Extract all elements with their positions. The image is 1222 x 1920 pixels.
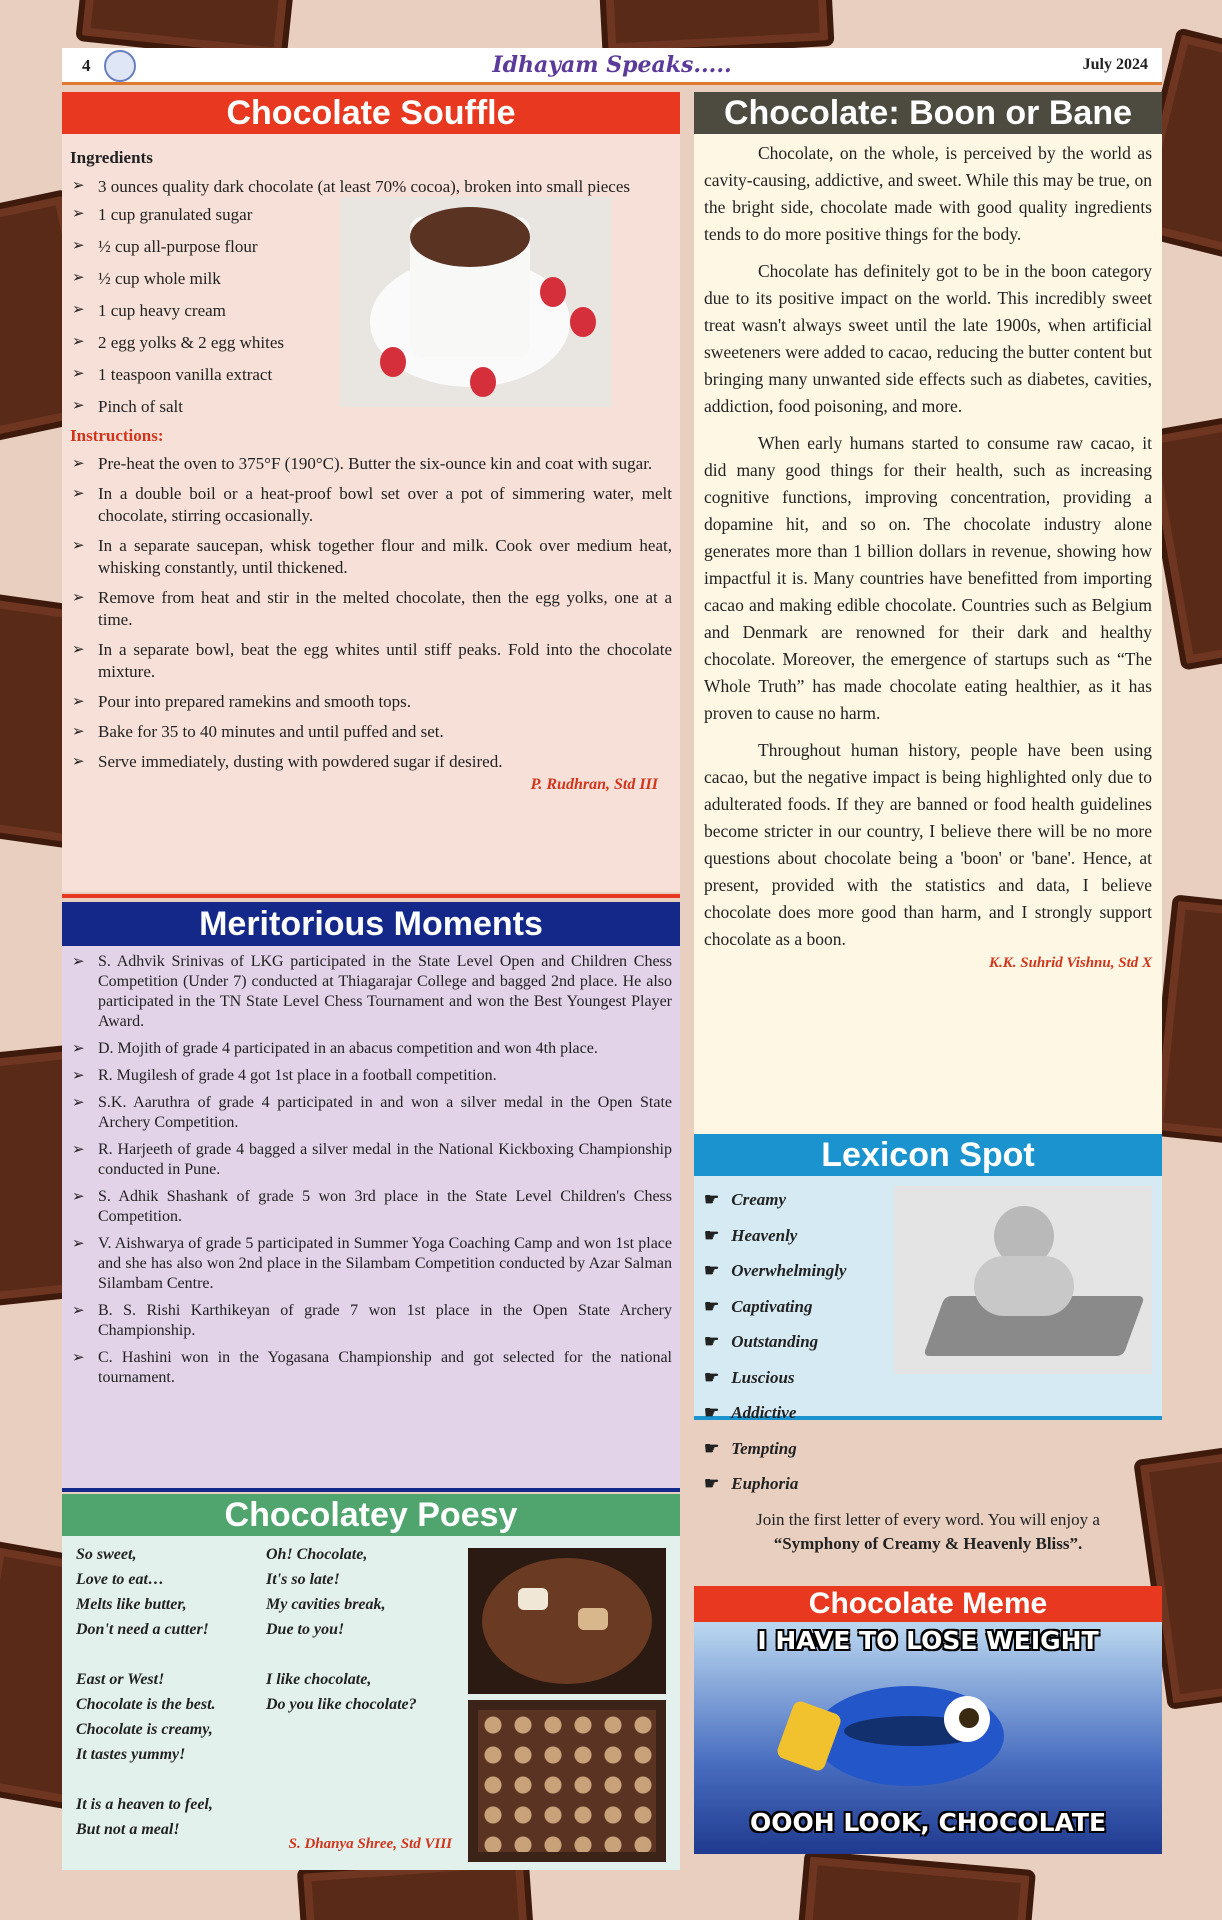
poem-line: Do you like chocolate? <box>266 1696 417 1713</box>
paragraph: When early humans started to consume raw cacao, it did many good things for their health, such as increasing cognitive functions, improving concentration, providing a dopamine hit, and so on. The chocolate industry alone generates more than 1 billion dollars in revenue, showing how impactful it is. Many countries have benefitted from importing cacao and making edible chocolate. Countries such as Belgium and Denmark are renowned for their dark and healthy chocolate. Moreover, the emergence of startups such as “The Whole Truth” has made chocolate eating healthier, as it has proven to cause no harm. <box>704 433 1152 723</box>
lexicon-hint <box>694 1508 1162 1556</box>
list-item: ➢ ½ cup all-purpose flour <box>70 235 310 258</box>
poem-line: Chocolate is creamy, <box>76 1721 213 1738</box>
pointing-hand-icon: ☛ <box>704 1403 720 1422</box>
poem-line: Due to you! <box>266 1621 345 1638</box>
list-item: ➢ 2 egg yolks & 2 egg whites <box>70 331 310 354</box>
poem-line: So sweet, <box>76 1546 137 1563</box>
boon-section <box>694 92 1162 1172</box>
lexicon-hint-text: Join the first letter of every word. You will enjoy a <box>756 1510 1100 1529</box>
poem-line: But not a meal! <box>76 1821 180 1838</box>
meme-title: Chocolate Meme <box>694 1586 1162 1622</box>
list-item: ➢ Pre-heat the oven to 375°F (190°C). Butter the six-ounce kin and coat with sugar. <box>70 453 672 475</box>
masthead-bar <box>62 48 1162 85</box>
poem-line: Chocolate is the best. <box>76 1696 216 1713</box>
meritorious-section <box>62 902 680 1492</box>
poem-line: It is a heaven to feel, <box>76 1796 213 1813</box>
pointing-hand-icon: ☛ <box>704 1438 720 1458</box>
lexicon-word: Luscious <box>731 1367 795 1387</box>
fish-illustration <box>814 1676 1024 1796</box>
page-number: 4 <box>82 56 91 75</box>
list-item: ➢ 1 cup heavy cream <box>70 299 310 322</box>
issue-date: July 2024 <box>1082 56 1148 73</box>
list-item: ➢ 1 teaspoon vanilla extract <box>70 363 310 386</box>
pointing-hand-icon: ☛ <box>704 1225 720 1245</box>
list-item: ➢ V. Aishwarya of grade 5 participated in Summer Yoga Coaching Camp and won 1st place and she has also won 2nd place in the Silambam Competition conducted by Azar Salman Silambam Centre. <box>70 1234 672 1294</box>
list-item: ➢ 1 cup granulated sugar <box>70 203 310 226</box>
poesy-title: Chocolatey Poesy <box>62 1494 680 1536</box>
ingredients-list-short <box>70 203 310 418</box>
achievements-list <box>62 946 680 1388</box>
lexicon-word: Outstanding <box>731 1332 819 1351</box>
pointing-hand-icon: ☛ <box>704 1296 720 1316</box>
poesy-section <box>62 1494 680 1870</box>
poem-line: My cavities break, <box>266 1596 386 1613</box>
poem-line: Love to eat… <box>76 1571 164 1588</box>
list-item: ➢ ½ cup whole milk <box>70 267 310 290</box>
list-item: ➢ S. Adhvik Srinivas of LKG participated in the State Level Open and Children Chess Competition (Under 7) conducted at Thiagarajar College and bagged 2nd place. He also participated in the TN State Level Chess Tournament and won the Best Youngest Player Award. <box>70 952 672 1032</box>
list-item: ➢ R. Mugilesh of grade 4 got 1st place in a football competition. <box>70 1066 672 1086</box>
meritorious-title: Meritorious Moments <box>62 902 680 946</box>
list-item: ➢ In a separate bowl, beat the egg whites until stiff peaks. Fold into the chocolate mixture. <box>70 639 672 683</box>
list-item: ➢ Bake for 35 to 40 minutes and until puffed and set. <box>70 721 672 743</box>
meme-top-text: I HAVE TO LOSE WEIGHT <box>757 1626 1099 1655</box>
list-item: ➢ B. S. Rishi Karthikeyan of grade 7 won 1st place in the Open State Archery Championship. <box>70 1301 672 1341</box>
list-item <box>704 1395 1162 1431</box>
souffle-credit: P. Rudhran, Std III <box>530 776 658 793</box>
list-item: ➢ S. Adhik Shashank of grade 5 won 3rd place in the State Level Children's Chess Competition. <box>70 1187 672 1227</box>
list-item: ➢ In a double boil or a heat-proof bowl set over a pot of simmering water, melt chocolate, stirring occasionally. <box>70 483 672 527</box>
poem-line: East or West! <box>76 1671 165 1688</box>
boon-title: Chocolate: Boon or Bane <box>694 92 1162 134</box>
meme-bottom-text: OOOH LOOK, CHOCOLATE <box>749 1808 1107 1837</box>
newsletter-title: Idhayam Speaks..... <box>492 52 732 78</box>
poesy-credit: S. Dhanya Shree, Std VIII <box>288 1836 452 1852</box>
list-item <box>704 1431 1162 1467</box>
lexicon-word: Addictive <box>731 1403 797 1422</box>
list-item: ➢ Remove from heat and stir in the melted chocolate, then the egg yolks, one at a time. <box>70 587 672 631</box>
paragraph: Throughout human history, people have been using cacao, but the negative impact is being highlighted only due to adulterated foods. If they are banned or food health guidelines become stricter in our country, I believe there will be no more questions about chocolate being a 'boon' or 'bane'. Hence, at present, provided with the statistics and data, I believe chocolate does more good than harm, and I strongly support chocolate as a boon. <box>704 740 1152 949</box>
pointing-hand-icon: ☛ <box>704 1261 720 1280</box>
lexicon-word: Heavenly <box>731 1225 798 1245</box>
poem-line: I like chocolate, <box>266 1671 372 1688</box>
pointing-hand-icon: ☛ <box>704 1367 720 1387</box>
lexicon-word: Creamy <box>731 1190 787 1209</box>
chocolates-photo-1 <box>468 1548 666 1694</box>
paragraph: Chocolate, on the whole, is perceived by the world as cavity-causing, addictive, and sweet. While this may be true, on the bright side, chocolate made with good quality ingredients tends to do more positive things for the body. <box>704 143 1152 244</box>
list-item: ➢ S.K. Aaruthra of grade 4 participated in and won a silver medal in the Open State Archery Competition. <box>70 1093 672 1133</box>
list-item: ➢ R. Harjeeth of grade 4 bagged a silver medal in the National Kickboxing Championship conducted in Pune. <box>70 1140 672 1180</box>
newsletter-page <box>62 48 1162 1870</box>
poem-line: Don't need a cutter! <box>76 1621 209 1638</box>
list-item: ➢ In a separate saucepan, whisk together flour and milk. Cook over medium heat, whisking constantly, until thickened. <box>70 535 672 579</box>
list-item: ➢ C. Hashini won in the Yogasana Championship and got selected for the national tournament. <box>70 1348 672 1388</box>
list-item: ➢ 3 ounces quality dark chocolate (at least 70% cocoa), broken into small pieces <box>70 175 672 198</box>
pointing-hand-icon: ☛ <box>704 1474 720 1493</box>
list-item: ➢ Pour into prepared ramekins and smooth tops. <box>70 691 672 713</box>
poem-column-2 <box>266 1542 466 1717</box>
boon-credit: K.K. Suhrid Vishnu, Std X <box>988 955 1152 971</box>
instructions-label: Instructions: <box>70 426 164 445</box>
lexicon-word: Euphoria <box>731 1474 799 1493</box>
pointing-hand-icon: ☛ <box>704 1332 720 1351</box>
lexicon-section <box>694 1134 1162 1493</box>
lexicon-answer: “Symphony of Creamy & Heavenly Bliss”. <box>773 1534 1083 1553</box>
chocolates-photo-2 <box>468 1700 666 1862</box>
souffle-title: Chocolate Souffle <box>62 92 680 134</box>
lexicon-title: Lexicon Spot <box>694 1134 1162 1176</box>
paragraph: Chocolate has definitely got to be in the boon category due to its positive impact on the world. This incredibly sweet treat wasn't always sweet until the late 1900s, when artificial sweeteners were added to cacao, reducing the butter content but bringing many unwanted side effects such as diabetes, cavities, addiction, food poisoning, and more. <box>704 261 1152 416</box>
instructions-list <box>70 453 672 773</box>
poem-line: Oh! Chocolate, <box>266 1546 368 1563</box>
souffle-photo <box>340 197 612 407</box>
baby-reading-photo <box>894 1186 1152 1374</box>
poem-line: Melts like butter, <box>76 1596 187 1613</box>
ingredients-list <box>70 175 672 198</box>
meme-section <box>694 1586 1162 1854</box>
poem-line: It's so late! <box>266 1571 340 1588</box>
list-item: ➢ D. Mojith of grade 4 participated in an abacus competition and won 4th place. <box>70 1039 672 1059</box>
list-item: ➢ Serve immediately, dusting with powdered sugar if desired. <box>70 751 672 773</box>
list-item: ➢ Pinch of salt <box>70 395 310 418</box>
lexicon-footer <box>694 1416 1162 1417</box>
lexicon-word: Captivating <box>731 1296 813 1316</box>
poem-column-1 <box>76 1542 256 1842</box>
lexicon-word: Tempting <box>731 1438 797 1458</box>
divider <box>62 894 680 898</box>
pointing-hand-icon: ☛ <box>704 1190 720 1209</box>
lexicon-word: Overwhelmingly <box>731 1261 847 1280</box>
list-item <box>704 1466 1162 1502</box>
poem-line: It tastes yummy! <box>76 1746 186 1763</box>
ingredients-label: Ingredients <box>70 148 153 167</box>
souffle-section <box>62 92 680 892</box>
